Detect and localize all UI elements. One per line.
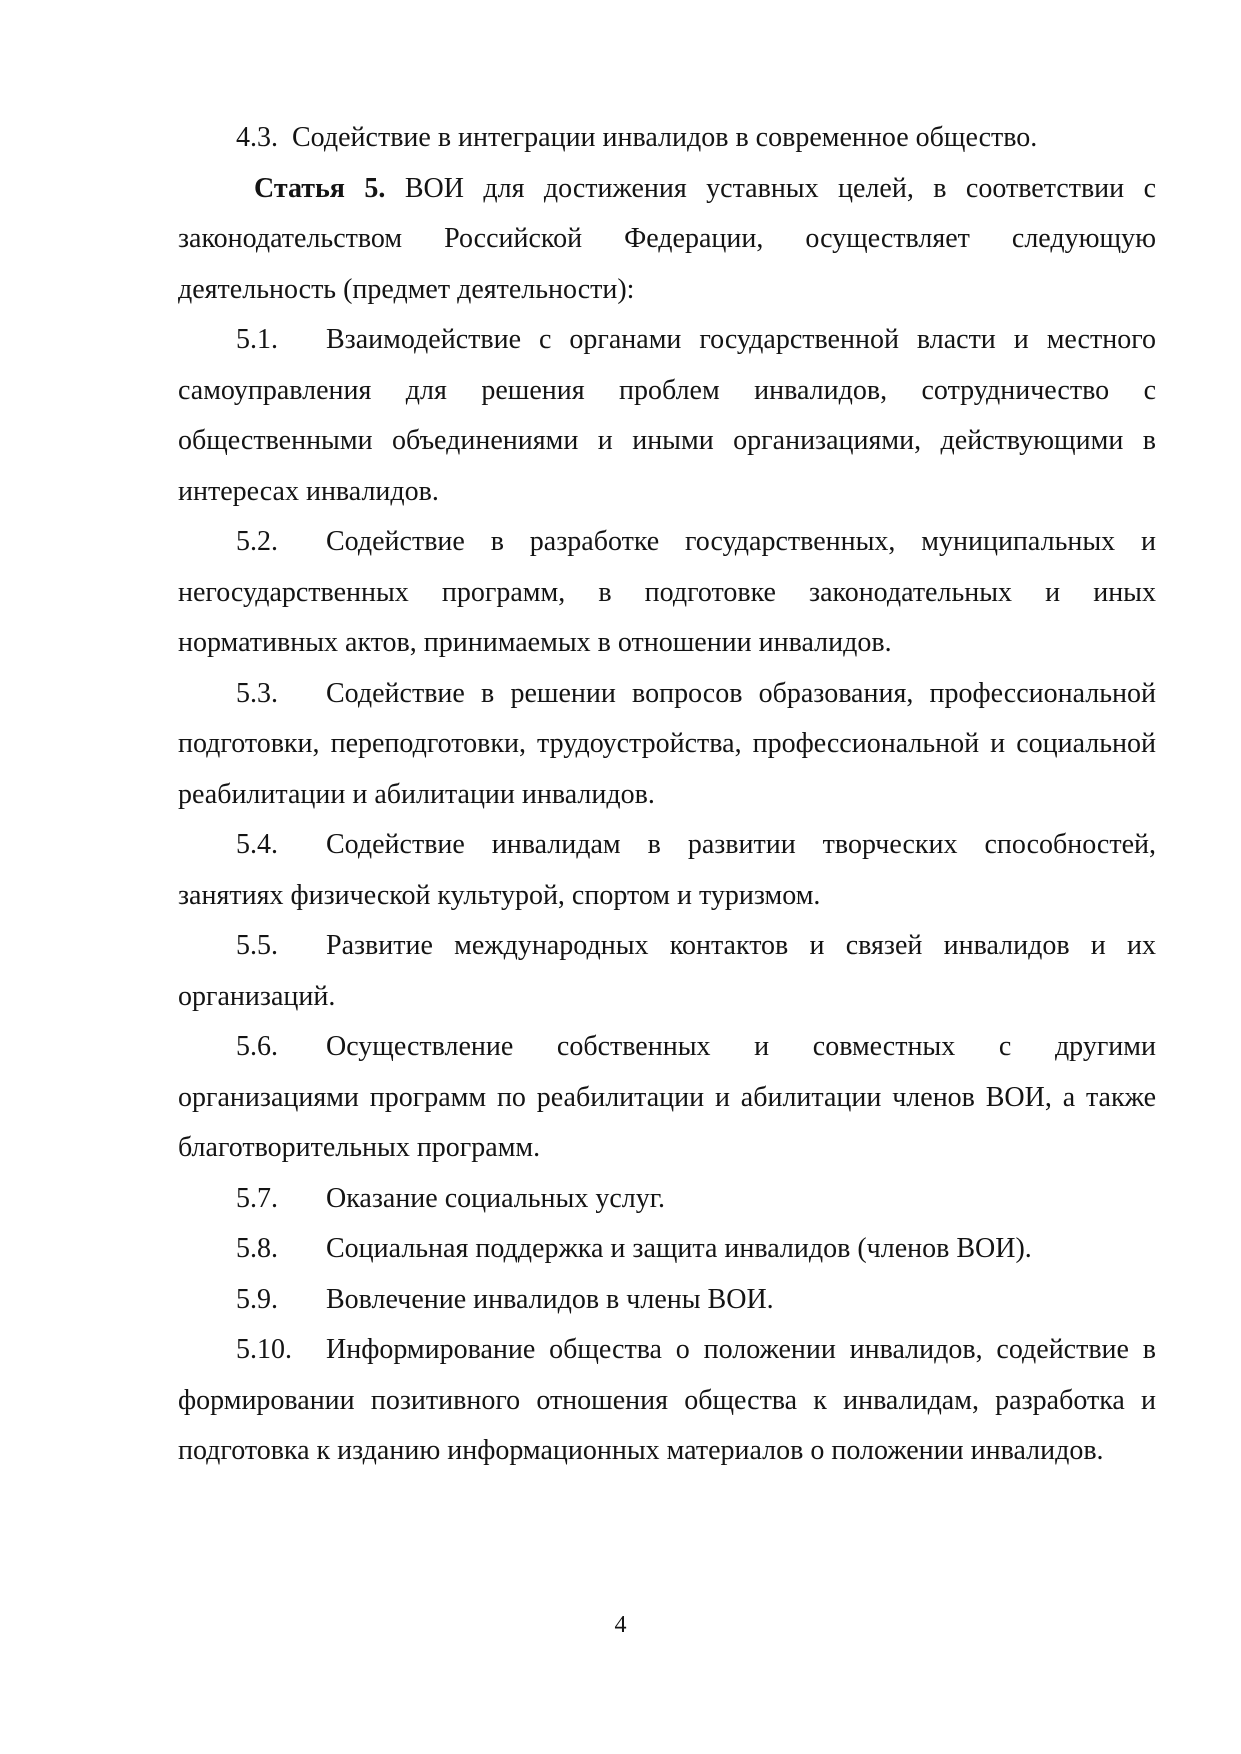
item-number: 5.9. <box>236 1283 278 1315</box>
paragraph-number: 4.3. <box>236 122 278 153</box>
list-item-5-2 <box>178 517 1156 669</box>
paragraph-4-3 <box>178 113 1156 164</box>
item-number: 5.7. <box>236 1182 278 1214</box>
item-text: Вовлечение инвалидов в члены ВОИ. <box>326 1283 774 1315</box>
article-label: Статья 5. <box>254 172 386 204</box>
paragraph-text: Содействие в интеграции инвалидов в современное общество. <box>292 122 1038 153</box>
list-item-5-5 <box>178 921 1156 1022</box>
item-text: Осуществление собственных и совместных с другими организациями программ по реабилитации и абилитации членов ВОИ, а также благотворительных программ. <box>178 1031 1156 1163</box>
article-5-heading <box>178 164 1156 316</box>
item-number: 5.10. <box>236 1334 292 1365</box>
item-number: 5.8. <box>236 1233 278 1264</box>
item-number: 5.5. <box>236 930 278 961</box>
item-text: Взаимодействие с органами государственной власти и местного самоуправления для решения проблем инвалидов, сотрудничество с общественными объединениями и иными организациями, действующими в интересах инвалидов. <box>178 324 1156 507</box>
list-item-5-1 <box>178 315 1156 517</box>
item-number: 5.2. <box>236 526 278 557</box>
item-number: 5.3. <box>236 677 278 709</box>
item-text: Развитие международных контактов и связей инвалидов и их организаций. <box>178 930 1156 1012</box>
list-item-5-10 <box>178 1325 1156 1477</box>
article-text: ВОИ для достижения уставных целей, в соответствии с законодательством Российской Федерации, осуществляет следующую деятельность (предмет деятельности): <box>178 172 1157 305</box>
list-item-5-4 <box>178 820 1156 921</box>
item-number: 5.6. <box>236 1031 278 1062</box>
list-item-5-7 <box>178 1174 1156 1225</box>
item-number: 5.1. <box>236 324 278 355</box>
item-text: Социальная поддержка и защита инвалидов (членов ВОИ). <box>326 1233 1032 1264</box>
list-item-5-6 <box>178 1022 1156 1174</box>
page-number: 4 <box>614 1612 627 1638</box>
document-body <box>178 113 1156 1477</box>
item-text: Информирование общества о положении инвалидов, содействие в формировании позитивного отношения общества к инвалидам, разработка и подготовка к изданию информационных материалов о положении инвалидов. <box>178 1334 1156 1466</box>
list-item-5-3 <box>178 669 1156 821</box>
list-item-5-8 <box>178 1224 1156 1275</box>
item-text: Содействие в разработке государственных, муниципальных и негосударственных программ, в подготовке законодательных и иных нормативных актов, принимаемых в отношении инвалидов. <box>178 526 1156 658</box>
item-text: Содействие инвалидам в развитии творческих способностей, занятиях физической культурой, спортом и туризмом. <box>178 829 1156 911</box>
list-item-5-9 <box>178 1275 1156 1326</box>
item-text: Содействие в решении вопросов образования, профессиональной подготовки, переподготовки, трудоустройства, профессиональной и социальной реабилитации и абилитации инвалидов. <box>178 677 1156 810</box>
item-text: Оказание социальных услуг. <box>326 1182 666 1214</box>
item-number: 5.4. <box>236 829 278 860</box>
